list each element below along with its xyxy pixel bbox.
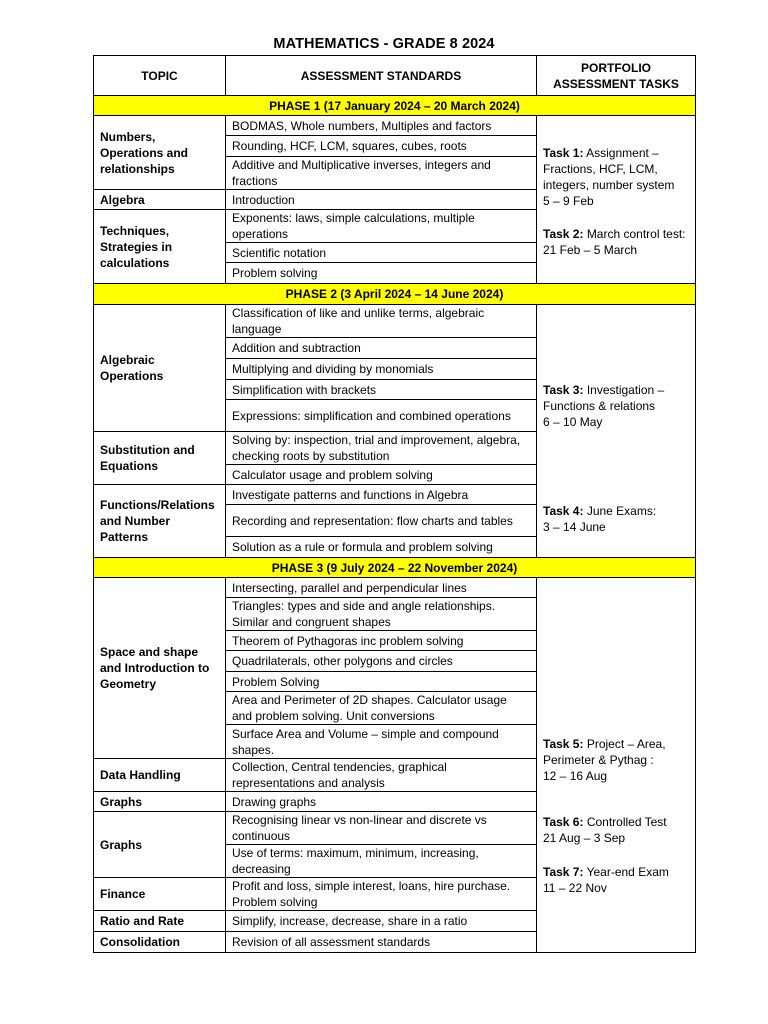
standard-cell: Recognising linear vs non-linear and discrete vs continuous [226,812,537,845]
task-block [543,814,689,846]
page-title: MATHEMATICS - GRADE 8 2024 [273,36,495,52]
standard-cell: Intersecting, parallel and perpendicular lines [226,578,537,598]
task-description: Year-end Exam [586,864,669,879]
topic-cell: Numbers, Operations and relationships [94,116,226,190]
standard-cell: Surface Area and Volume – simple and compound shapes. [226,725,537,759]
task-description: Assignment – Fractions, HCF, LCM, integers, number system [543,146,675,192]
standard-cell: Use of terms: maximum, minimum, increasing, decreasing [226,845,537,878]
task-block [543,382,689,430]
phase-label: PHASE 2 (3 April 2024 – 14 June 2024) [94,284,696,305]
standard-cell: Recording and representation: flow charts and tables [226,505,537,537]
topic-cell: Ratio and Rate [94,911,226,932]
standard-cell: Multiplying and dividing by monomials [226,359,537,380]
standard-cell: Additive and Multiplicative inverses, integers and fractions [226,157,537,190]
standard-cell: Theorem of Pythagoras inc problem solving [226,631,537,651]
standard-cell: Introduction [226,190,537,210]
standard-cell: Calculator usage and problem solving [226,465,537,485]
topic-cell: Finance [94,878,226,911]
plan-body [94,96,696,953]
topic-cell: Graphs [94,792,226,812]
task-block [543,736,689,784]
topic-cell: Data Handling [94,759,226,792]
phase-row [94,96,696,116]
standard-row [94,578,696,598]
task-label: Task 7: [543,864,584,879]
topic-cell: Algebra [94,190,226,210]
task-block [543,864,689,896]
task-dates: 3 – 14 June [543,519,606,534]
task-dates: 6 – 10 May [543,414,603,429]
header-topic: TOPIC [94,56,226,96]
task-dates: 12 – 16 Aug [543,768,608,783]
task-description: March control test: [586,227,686,241]
assessment-plan-table [93,55,696,953]
standard-cell: Expressions: simplification and combined operations [226,400,537,432]
task-dates: 11 – 22 Nov [543,880,607,895]
task-block [543,226,689,258]
task-description: June Exams: [586,503,657,518]
header-tasks-line1: PORTFOLIO [581,60,651,75]
standard-cell: Scientific notation [226,243,537,263]
standard-cell: Addition and subtraction [226,338,537,359]
topic-cell: Techniques, Strategies in calculations [94,210,226,284]
standard-cell: Solving by: inspection, trial and improvement, algebra, checking roots by substitution [226,432,537,465]
phase-row [94,284,696,305]
standard-row [94,116,696,136]
standard-cell: Simplification with brackets [226,380,537,400]
task-block [543,145,689,209]
standard-cell: Triangles: types and side and angle relationships. Similar and congruent shapes [226,598,537,631]
topic-cell: Substitution and Equations [94,432,226,485]
standard-cell: Rounding, HCF, LCM, squares, cubes, roots [226,136,537,157]
task-block [543,503,689,535]
header-tasks [537,56,696,96]
task-description: Project – Area, Perimeter & Pythag : [543,736,666,767]
standard-cell: Profit and loss, simple interest, loans, hire purchase. Problem solving [226,878,537,911]
standard-cell: Quadrilaterals, other polygons and circles [226,651,537,672]
standard-cell: Simplify, increase, decrease, share in a ratio [226,911,537,932]
standard-cell: Exponents: laws, simple calculations, multiple operations [226,210,537,243]
standard-cell: Problem solving [226,263,537,284]
task-dates: 21 Aug – 3 Sep [543,830,626,845]
standard-cell: Revision of all assessment standards [226,932,537,953]
task-description: Controlled Test [586,814,667,829]
topic-cell: Space and shape and Introduction to Geometry [94,578,226,759]
topic-cell: Graphs [94,812,226,878]
task-label: Task 2: [543,227,584,241]
portfolio-tasks-cell [537,578,696,953]
task-description: Investigation – Functions & relations [543,382,665,413]
standard-cell: Classification of like and unlike terms, algebraic language [226,305,537,338]
portfolio-tasks-cell [537,305,696,558]
task-label: Task 4: [543,503,584,518]
task-label: Task 6: [543,814,584,829]
topic-cell: Functions/Relations and Number Patterns [94,485,226,558]
phase-label: PHASE 1 (17 January 2024 – 20 March 2024) [94,96,696,116]
portfolio-tasks-cell [537,116,696,284]
task-dates: 21 Feb – 5 March [543,243,638,257]
task-label: Task 3: [543,382,584,397]
task-dates: 5 – 9 Feb [543,194,594,208]
phase-label: PHASE 3 (9 July 2024 – 22 November 2024) [94,558,696,578]
phase-row [94,558,696,578]
standard-cell: Drawing graphs [226,792,537,812]
standard-cell: Investigate patterns and functions in Algebra [226,485,537,505]
task-label: Task 1: [543,146,584,160]
header-standards: ASSESSMENT STANDARDS [226,56,537,96]
standard-row [94,305,696,338]
standard-cell: BODMAS, Whole numbers, Multiples and factors [226,116,537,136]
standard-cell: Area and Perimeter of 2D shapes. Calculator usage and problem solving. Unit conversions [226,692,537,725]
header-row [94,56,696,96]
standard-cell: Problem Solving [226,672,537,692]
header-tasks-line2: ASSESSMENT TASKS [553,76,679,91]
topic-cell: Algebraic Operations [94,305,226,432]
topic-cell: Consolidation [94,932,226,953]
task-label: Task 5: [543,736,584,751]
standard-cell: Solution as a rule or formula and problem solving [226,537,537,558]
standard-cell: Collection, Central tendencies, graphical representations and analysis [226,759,537,792]
